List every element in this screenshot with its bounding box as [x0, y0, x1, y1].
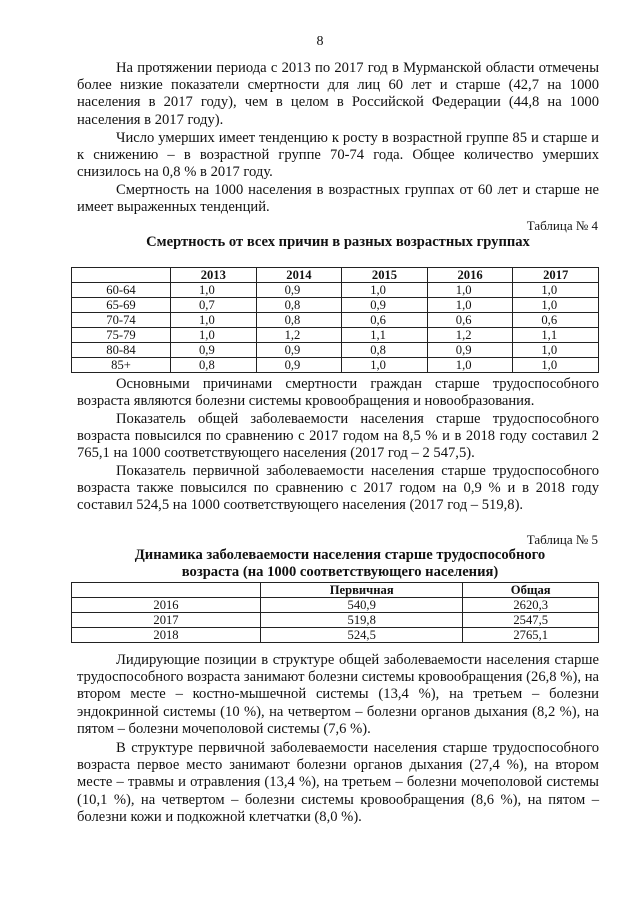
table-cell: 2765,1 — [463, 628, 599, 643]
paragraph-mortality-causes: Основными причинами смертности граждан старше трудоспособного возраста являются болезни системы кровообращения и новообразования. — [77, 376, 599, 410]
table-cell: 0,8 — [256, 298, 342, 313]
paragraph-general-structure: Лидирующие позиции в структуре общей заболеваемости населения старше трудоспособного возраста занимают болезни системы кровообращения (26,8 %), на втором месте – костно-мышечной системы (13,4 %), на третьем – болезни эндокринной системы (10 %), на четвертом – болезни органов дыхания (8,2 %), на пятом – болезни мочеполовой системы (7,6 %). — [77, 652, 599, 737]
table-row — [72, 298, 599, 313]
table-row — [72, 313, 599, 328]
table-row — [72, 613, 599, 628]
page-number: 8 — [316, 34, 324, 49]
table-cell: 0,8 — [342, 343, 428, 358]
age-group-cell: 80-84 — [72, 343, 171, 358]
table-cell: 0,8 — [171, 358, 257, 373]
table-cell: 1,0 — [513, 358, 599, 373]
table-cell: 1,0 — [171, 313, 257, 328]
table-row — [72, 343, 599, 358]
age-group-cell: 60-64 — [72, 283, 171, 298]
table-cell: 2620,3 — [463, 598, 599, 613]
table-header-cell: 2016 — [427, 268, 513, 283]
year-cell: 2017 — [72, 613, 261, 628]
table-cell: 2547,5 — [463, 613, 599, 628]
table-5-label: Таблица № 5 — [526, 532, 598, 547]
paragraph-general-morbidity: Показатель общей заболеваемости населения старше трудоспособного возраста повысился по сравнению с 2017 годом на 8,5 % и в 2018 году составил 2 765,1 на 1000 соответствующего населения (2017 год – 2 547,5). — [77, 411, 599, 462]
table-cell: 1,1 — [342, 328, 428, 343]
table-cell: 540,9 — [261, 598, 463, 613]
table-5-title: Динамика заболеваемости населения старше трудоспособного возраста (на 1000 соответствующего населения) — [134, 547, 546, 580]
age-group-cell: 75-79 — [72, 328, 171, 343]
table-cell: 0,9 — [256, 283, 342, 298]
table-cell: 0,7 — [171, 298, 257, 313]
table-cell: 1,2 — [427, 328, 513, 343]
table-header-cell: 2015 — [342, 268, 428, 283]
table-header-row — [72, 583, 599, 598]
paragraph-primary-structure: В структуре первичной заболеваемости населения старше трудоспособного возраста первое место занимают болезни органов дыхания (27,4 %), на втором месте – травмы и отравления (13,4 %), на третьем – болезни мочеполовой системы (10,1 %), на четвертом – болезни системы кровообращения (8,6 %), на пятом – болезни кожи и подкожной клетчатки (8,0 %). — [77, 740, 599, 825]
paragraph-deaths-trend: Число умерших имеет тенденцию к росту в возрастной группе 85 и старше и к снижению – в возрастной группе 70-74 года. Общее количество умерших снизилось на 0,8 % в 2017 году. — [77, 130, 599, 181]
table-cell: 0,6 — [427, 313, 513, 328]
table-cell: 1,0 — [171, 328, 257, 343]
table-cell: 1,1 — [513, 328, 599, 343]
table-row — [72, 328, 599, 343]
age-group-cell: 65-69 — [72, 298, 171, 313]
table-cell: 1,0 — [171, 283, 257, 298]
table-header-row — [72, 268, 599, 283]
age-group-cell: 85+ — [72, 358, 171, 373]
table-header-cell: 2017 — [513, 268, 599, 283]
paragraph-mortality-rate: Смертность на 1000 населения в возрастных группах от 60 лет и старше не имеет выраженных тенденций. — [77, 182, 599, 216]
table-header-cell: Первичная — [261, 583, 463, 598]
table-header-cell — [72, 268, 171, 283]
table-cell: 0,9 — [171, 343, 257, 358]
table-header-cell: Общая — [463, 583, 599, 598]
table-cell: 1,0 — [513, 298, 599, 313]
table-cell: 0,9 — [427, 343, 513, 358]
table-cell: 1,0 — [427, 298, 513, 313]
table-cell: 0,9 — [256, 358, 342, 373]
table-cell: 1,0 — [342, 358, 428, 373]
table-4-label: Таблица № 4 — [526, 218, 598, 233]
table-row — [72, 358, 599, 373]
table-row — [72, 283, 599, 298]
table-cell: 0,6 — [513, 313, 599, 328]
table-cell: 0,9 — [342, 298, 428, 313]
age-group-cell: 70-74 — [72, 313, 171, 328]
table-cell: 1,0 — [513, 343, 599, 358]
table-cell: 1,0 — [427, 358, 513, 373]
table-cell: 524,5 — [261, 628, 463, 643]
table-header-cell: 2013 — [171, 268, 257, 283]
table-cell: 1,0 — [342, 283, 428, 298]
table-cell: 1,0 — [513, 283, 599, 298]
paragraph-mortality-comparison: На протяжении периода с 2013 по 2017 год в Мурманской области отмечены более низкие показатели смертности для лиц 60 лет и старше (42,7 на 1000 населения в 2017 году), чем в целом в Российской Федерации (44,8 на 1000 населения в 2017 году). — [77, 60, 599, 128]
table-header-cell: 2014 — [256, 268, 342, 283]
table-cell: 1,2 — [256, 328, 342, 343]
table-cell: 519,8 — [261, 613, 463, 628]
table-row — [72, 628, 599, 643]
mortality-table — [71, 267, 599, 373]
morbidity-table — [71, 582, 599, 643]
table-cell: 1,0 — [427, 283, 513, 298]
table-cell: 0,8 — [256, 313, 342, 328]
year-cell: 2016 — [72, 598, 261, 613]
table-4-title: Смертность от всех причин в разных возрастных группах — [146, 234, 530, 250]
year-cell: 2018 — [72, 628, 261, 643]
table-row — [72, 598, 599, 613]
table-cell: 0,6 — [342, 313, 428, 328]
table-header-cell — [72, 583, 261, 598]
paragraph-primary-morbidity: Показатель первичной заболеваемости населения старше трудоспособного возраста также повысился по сравнению с 2017 годом на 0,9 % и в 2018 году составил 524,5 на 1000 соответствующего населения (2017 год – 519,8). — [77, 463, 599, 514]
table-cell: 0,9 — [256, 343, 342, 358]
